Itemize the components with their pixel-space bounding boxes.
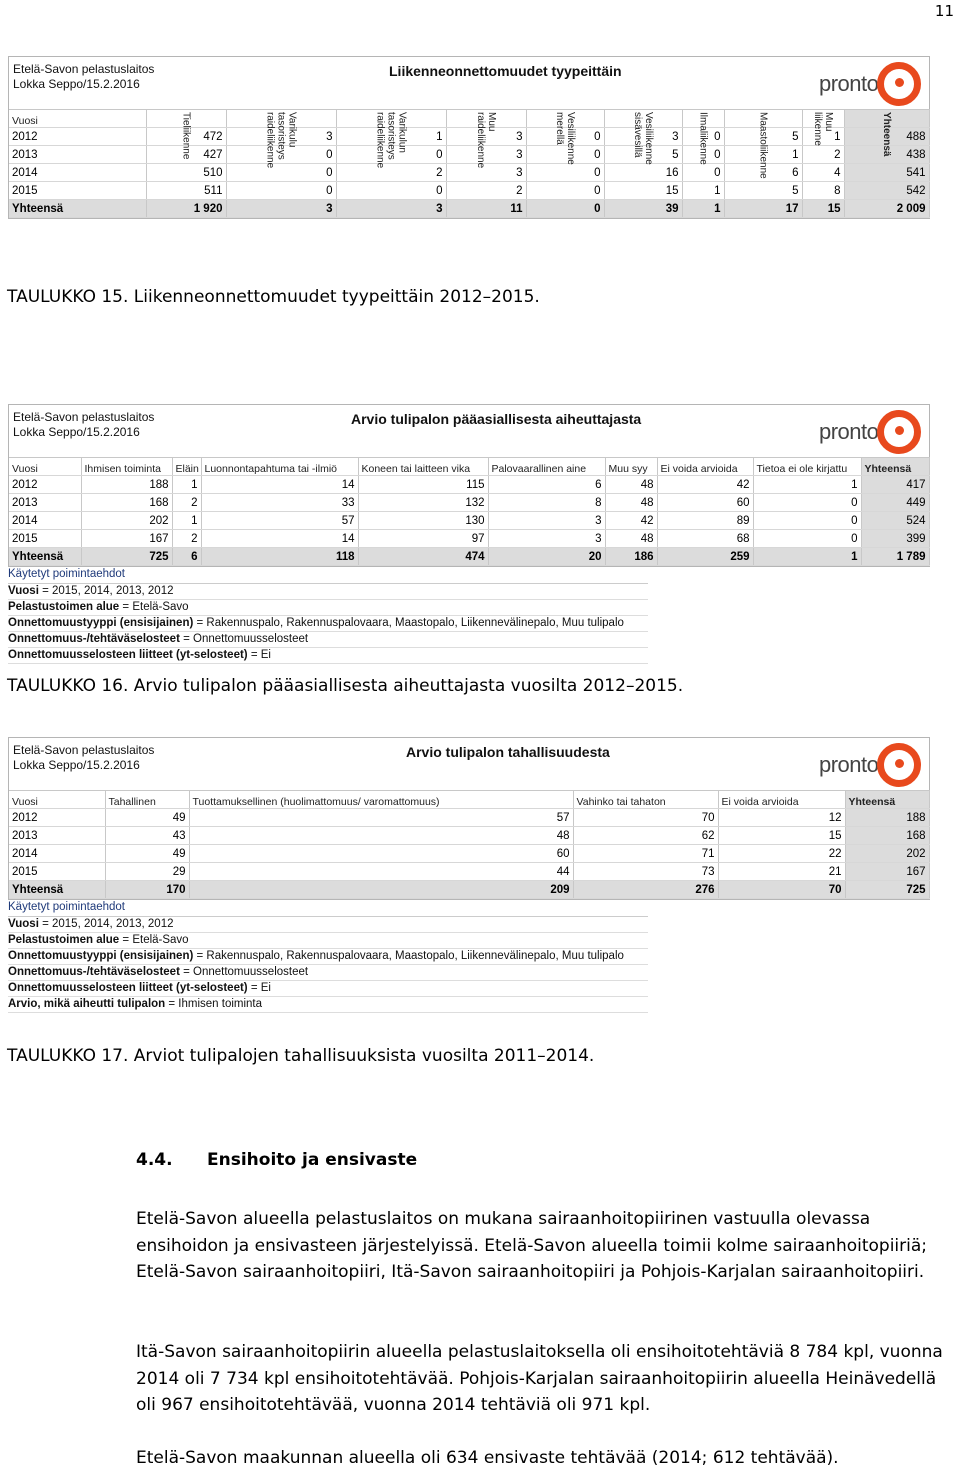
cell: 4	[802, 164, 844, 182]
cell: 0	[226, 164, 336, 182]
column-header: Luonnontapahtuma tai -ilmiö	[201, 458, 358, 476]
column-header: Vuosi	[9, 791, 105, 809]
column-header: Ei voida arvioida	[718, 791, 845, 809]
table15-caption: TAULUKKO 15. Liikenneonnettomuudet tyypeittäin 2012–2015.	[7, 287, 540, 307]
cell: 42	[605, 512, 657, 530]
cell: 1	[172, 476, 201, 494]
logo-dot-icon	[895, 426, 904, 435]
page-number: 11	[934, 2, 954, 20]
cell-total: 541	[844, 164, 929, 182]
cell: 15	[604, 182, 682, 200]
cell: 1	[682, 200, 724, 218]
cell-total: 488	[844, 128, 929, 146]
cell: 130	[358, 512, 488, 530]
report-author-date: Lokka Seppo/15.2.2016	[13, 758, 140, 772]
cell: 0	[682, 128, 724, 146]
table-header-row	[9, 458, 929, 476]
cell: 60	[189, 845, 573, 863]
row-label: 2014	[9, 845, 105, 863]
cell: 2	[802, 146, 844, 164]
cell: 0	[336, 146, 446, 164]
cell-total: 167	[845, 863, 929, 881]
cell-total: 725	[845, 881, 929, 899]
cell: 11	[446, 200, 526, 218]
cell: 0	[682, 146, 724, 164]
cell: 1	[172, 512, 201, 530]
cell: 21	[718, 863, 845, 881]
cell: 6	[488, 476, 605, 494]
cell: 15	[802, 200, 844, 218]
table15-grid	[9, 109, 930, 218]
section-heading	[136, 1150, 417, 1170]
cell-total: 542	[844, 182, 929, 200]
column-header: Vesiliikenne merellä	[526, 110, 604, 128]
column-header: Palovaarallinen aine	[488, 458, 605, 476]
org-name: Etelä-Savon pelastuslaitos	[13, 743, 155, 757]
logo-dot-icon	[895, 78, 904, 87]
filters-title: Käytetyt poimintaehdot	[8, 567, 648, 584]
cell: 73	[573, 863, 718, 881]
cell: 1	[753, 548, 861, 566]
cell: 3	[446, 146, 526, 164]
cell: 0	[682, 164, 724, 182]
filter-line: Onnettomuustyyppi (ensisijainen) = Rakennuspalo, Rakennuspalovaara, Maastopalo, Liikennevälinepalo, Muu tulipalo	[8, 616, 648, 632]
cell: 5	[604, 146, 682, 164]
cell: 49	[105, 809, 189, 827]
report-title: Arvio tulipalon pääasiallisesta aiheuttajasta	[351, 411, 642, 427]
cell: 167	[81, 530, 172, 548]
cell: 0	[336, 182, 446, 200]
cell: 48	[605, 476, 657, 494]
cell: 427	[146, 146, 226, 164]
filter-line: Onnettomuusselosteen liitteet (yt-selosteet) = Ei	[8, 981, 648, 997]
paragraph: Etelä-Savon maakunnan alueella oli 634 ensivaste tehtävää (2014; 612 tehtävää).	[136, 1448, 839, 1468]
cell-total: 417	[861, 476, 929, 494]
cell: 118	[201, 548, 358, 566]
row-label: Yhteensä	[9, 548, 81, 566]
cell: 71	[573, 845, 718, 863]
table-total-row	[9, 200, 929, 218]
cell: 3	[226, 200, 336, 218]
cell: 2	[446, 182, 526, 200]
table-row	[9, 845, 929, 863]
cell: 48	[605, 530, 657, 548]
pronto-logo	[819, 61, 923, 109]
cell: 57	[201, 512, 358, 530]
row-label: 2012	[9, 476, 81, 494]
cell: 49	[105, 845, 189, 863]
column-header: Ei voida arvioida	[657, 458, 753, 476]
column-header: Yhteensä	[845, 791, 929, 809]
filter-line: Pelastustoimen alue = Etelä-Savo	[8, 600, 648, 616]
filter-line: Onnettomuusselosteen liitteet (yt-selosteet) = Ei	[8, 648, 648, 664]
report-table17	[8, 737, 930, 900]
filter-line: Arvio, mikä aiheutti tulipalon = Ihmisen toiminta	[8, 997, 648, 1013]
filter-line: Onnettomuus-/tehtäväselosteet = Onnettomuusselosteet	[8, 632, 648, 648]
cell: 0	[526, 164, 604, 182]
row-label: Yhteensä	[9, 200, 146, 218]
report-header	[9, 405, 929, 457]
report-title: Liikenneonnettomuudet tyypeittäin	[389, 63, 622, 79]
cell: 0	[526, 182, 604, 200]
cell: 42	[657, 476, 753, 494]
column-header: Vesiliikenne sisävesillä	[604, 110, 682, 128]
table-row	[9, 512, 929, 530]
cell-total: 168	[845, 827, 929, 845]
filters-title: Käytetyt poimintaehdot	[8, 900, 648, 917]
cell: 8	[802, 182, 844, 200]
table16-grid	[9, 457, 930, 566]
cell: 5	[724, 182, 802, 200]
cell: 170	[105, 881, 189, 899]
column-header: Tahallinen	[105, 791, 189, 809]
cell: 1	[336, 128, 446, 146]
column-header: Vuosi	[9, 458, 81, 476]
cell: 29	[105, 863, 189, 881]
paragraph: Itä-Savon sairaanhoitopiirin alueella pelastuslaitoksella oli ensihoitotehtäviä 8 784 kpl, vuonna 2014 oli 7 734 kpl ensihoitotehtävää. Pohjois-Karjalan sairaanhoitopiirin alueella Heinävedellä oli 967 ensihoitotehtävää, vuonna 2014 tehtäviä oli 971 kpl.	[136, 1342, 943, 1416]
cell: 1 920	[146, 200, 226, 218]
report-author-date: Lokka Seppo/15.2.2016	[13, 77, 140, 91]
row-label: 2015	[9, 863, 105, 881]
cell: 2	[172, 494, 201, 512]
cell: 97	[358, 530, 488, 548]
cell: 511	[146, 182, 226, 200]
cell: 3	[336, 200, 446, 218]
table-row	[9, 530, 929, 548]
cell: 0	[226, 146, 336, 164]
cell: 39	[604, 200, 682, 218]
cell: 2	[336, 164, 446, 182]
row-label: 2015	[9, 530, 81, 548]
cell: 1	[802, 128, 844, 146]
column-header: Varikulu tasoristeys raideliikenne	[226, 110, 336, 128]
table-row	[9, 809, 929, 827]
table17-grid	[9, 790, 930, 899]
cell: 0	[753, 494, 861, 512]
table-total-row	[9, 881, 929, 899]
row-label: 2014	[9, 164, 146, 182]
cell: 68	[657, 530, 753, 548]
cell: 115	[358, 476, 488, 494]
logo-dot-icon	[895, 759, 904, 768]
table-row	[9, 476, 929, 494]
cell: 3	[446, 128, 526, 146]
cell: 17	[724, 200, 802, 218]
report-header	[9, 738, 929, 790]
cell-total: 524	[861, 512, 929, 530]
table-row	[9, 182, 929, 200]
column-header: Vahinko tai tahaton	[573, 791, 718, 809]
cell: 16	[604, 164, 682, 182]
pronto-logo	[819, 742, 923, 790]
report-org	[13, 410, 154, 440]
report-table16	[8, 404, 930, 567]
cell: 70	[718, 881, 845, 899]
column-header: Muu syy	[605, 458, 657, 476]
cell: 474	[358, 548, 488, 566]
cell: 259	[657, 548, 753, 566]
column-header: Vuosi	[9, 110, 146, 128]
cell: 3	[488, 530, 605, 548]
cell: 57	[189, 809, 573, 827]
cell: 0	[526, 200, 604, 218]
cell-total: 1 789	[861, 548, 929, 566]
cell: 43	[105, 827, 189, 845]
report-author-date: Lokka Seppo/15.2.2016	[13, 425, 140, 439]
column-header: Muu liikenne	[802, 110, 844, 128]
cell: 48	[605, 494, 657, 512]
cell: 12	[718, 809, 845, 827]
row-label: 2012	[9, 128, 146, 146]
table-row	[9, 146, 929, 164]
cell: 1	[753, 476, 861, 494]
report-org	[13, 62, 154, 92]
column-header: Eläin	[172, 458, 201, 476]
table16-filters	[8, 567, 648, 664]
column-header: Tieliikenne	[146, 110, 226, 128]
filter-line: Vuosi = 2015, 2014, 2013, 2012	[8, 584, 648, 600]
column-header: Muu raideliikenne	[446, 110, 526, 128]
table17-caption: TAULUKKO 17. Arviot tulipalojen tahallisuuksista vuosilta 2011–2014.	[7, 1046, 595, 1066]
cell-total: 2 009	[844, 200, 929, 218]
cell: 22	[718, 845, 845, 863]
cell-total: 449	[861, 494, 929, 512]
column-header: Tuottamuksellinen (huolimattomuus/ varomattomuus)	[189, 791, 573, 809]
cell: 2	[172, 530, 201, 548]
table-header-row	[9, 791, 929, 809]
filter-line: Pelastustoimen alue = Etelä-Savo	[8, 933, 648, 949]
cell: 44	[189, 863, 573, 881]
cell: 209	[189, 881, 573, 899]
table-total-row	[9, 548, 929, 566]
logo-text: pronto	[819, 71, 879, 96]
cell: 5	[724, 128, 802, 146]
cell: 89	[657, 512, 753, 530]
table-row	[9, 494, 929, 512]
table-header-row	[9, 110, 929, 128]
row-label: 2013	[9, 146, 146, 164]
cell: 0	[753, 530, 861, 548]
logo-text: pronto	[819, 419, 879, 444]
cell: 168	[81, 494, 172, 512]
cell: 472	[146, 128, 226, 146]
table17-filters	[8, 900, 648, 1013]
cell: 60	[657, 494, 753, 512]
cell: 202	[81, 512, 172, 530]
cell: 15	[718, 827, 845, 845]
report-header	[9, 57, 929, 109]
cell: 14	[201, 476, 358, 494]
row-label: 2013	[9, 827, 105, 845]
cell: 1	[724, 146, 802, 164]
row-label: 2012	[9, 809, 105, 827]
cell: 0	[226, 182, 336, 200]
cell: 725	[81, 548, 172, 566]
column-header: Ihmisen toiminta	[81, 458, 172, 476]
column-header: Yhteensä	[844, 110, 929, 128]
report-title: Arvio tulipalon tahallisuudesta	[406, 744, 610, 760]
logo-text: pronto	[819, 752, 879, 777]
cell: 186	[605, 548, 657, 566]
column-header: Koneen tai laitteen vika	[358, 458, 488, 476]
row-label: 2013	[9, 494, 81, 512]
cell: 188	[81, 476, 172, 494]
cell-total: 438	[844, 146, 929, 164]
cell: 1	[682, 182, 724, 200]
filter-line: Onnettomuus-/tehtäväselosteet = Onnettomuusselosteet	[8, 965, 648, 981]
cell: 70	[573, 809, 718, 827]
filter-line: Vuosi = 2015, 2014, 2013, 2012	[8, 917, 648, 933]
cell-total: 188	[845, 809, 929, 827]
cell: 3	[226, 128, 336, 146]
org-name: Etelä-Savon pelastuslaitos	[13, 62, 155, 76]
filter-line: Onnettomuustyyppi (ensisijainen) = Rakennuspalo, Rakennuspalovaara, Maastopalo, Liikennevälinepalo, Muu tulipalo	[8, 949, 648, 965]
cell: 3	[446, 164, 526, 182]
cell: 0	[526, 128, 604, 146]
paragraph: Etelä-Savon alueella pelastuslaitos on mukana sairaanhoitopiirinen vastuulla olevassa ensihoidon ja ensivasteen järjestelyissä. Etelä-Savon alueella toimii kolme sairaanhoitopiiriä; Etelä-Savon sairaanhoitopiiri, Itä-Savon sairaanhoitopiiri ja Pohjois-Karjalan sairaanhoitopiiri.	[136, 1209, 928, 1283]
cell: 0	[526, 146, 604, 164]
cell: 48	[189, 827, 573, 845]
column-header: Varikulun tasoristeys raideliikenne	[336, 110, 446, 128]
column-header: Ilmaliikenne	[682, 110, 724, 128]
section-number: 4.4.	[136, 1150, 173, 1170]
pronto-logo	[819, 409, 923, 457]
section-title: Ensihoito ja ensivaste	[207, 1150, 418, 1170]
cell: 33	[201, 494, 358, 512]
cell: 3	[604, 128, 682, 146]
cell: 0	[753, 512, 861, 530]
cell: 510	[146, 164, 226, 182]
cell: 3	[488, 512, 605, 530]
table-row	[9, 827, 929, 845]
cell: 14	[201, 530, 358, 548]
table-row	[9, 863, 929, 881]
row-label: 2015	[9, 182, 146, 200]
cell: 132	[358, 494, 488, 512]
column-header: Tietoa ei ole kirjattu	[753, 458, 861, 476]
column-header: Maastoliikenne	[724, 110, 802, 128]
table-row	[9, 164, 929, 182]
org-name: Etelä-Savon pelastuslaitos	[13, 410, 155, 424]
cell: 20	[488, 548, 605, 566]
report-org	[13, 743, 154, 773]
report-table15	[8, 56, 930, 219]
cell: 6	[172, 548, 201, 566]
table-row	[9, 128, 929, 146]
cell: 276	[573, 881, 718, 899]
row-label: 2014	[9, 512, 81, 530]
cell: 62	[573, 827, 718, 845]
table16-caption: TAULUKKO 16. Arvio tulipalon pääasiallisesta aiheuttajasta vuosilta 2012–2015.	[7, 676, 684, 696]
row-label: Yhteensä	[9, 881, 105, 899]
column-header: Yhteensä	[861, 458, 929, 476]
cell: 6	[724, 164, 802, 182]
cell-total: 399	[861, 530, 929, 548]
cell-total: 202	[845, 845, 929, 863]
cell: 8	[488, 494, 605, 512]
